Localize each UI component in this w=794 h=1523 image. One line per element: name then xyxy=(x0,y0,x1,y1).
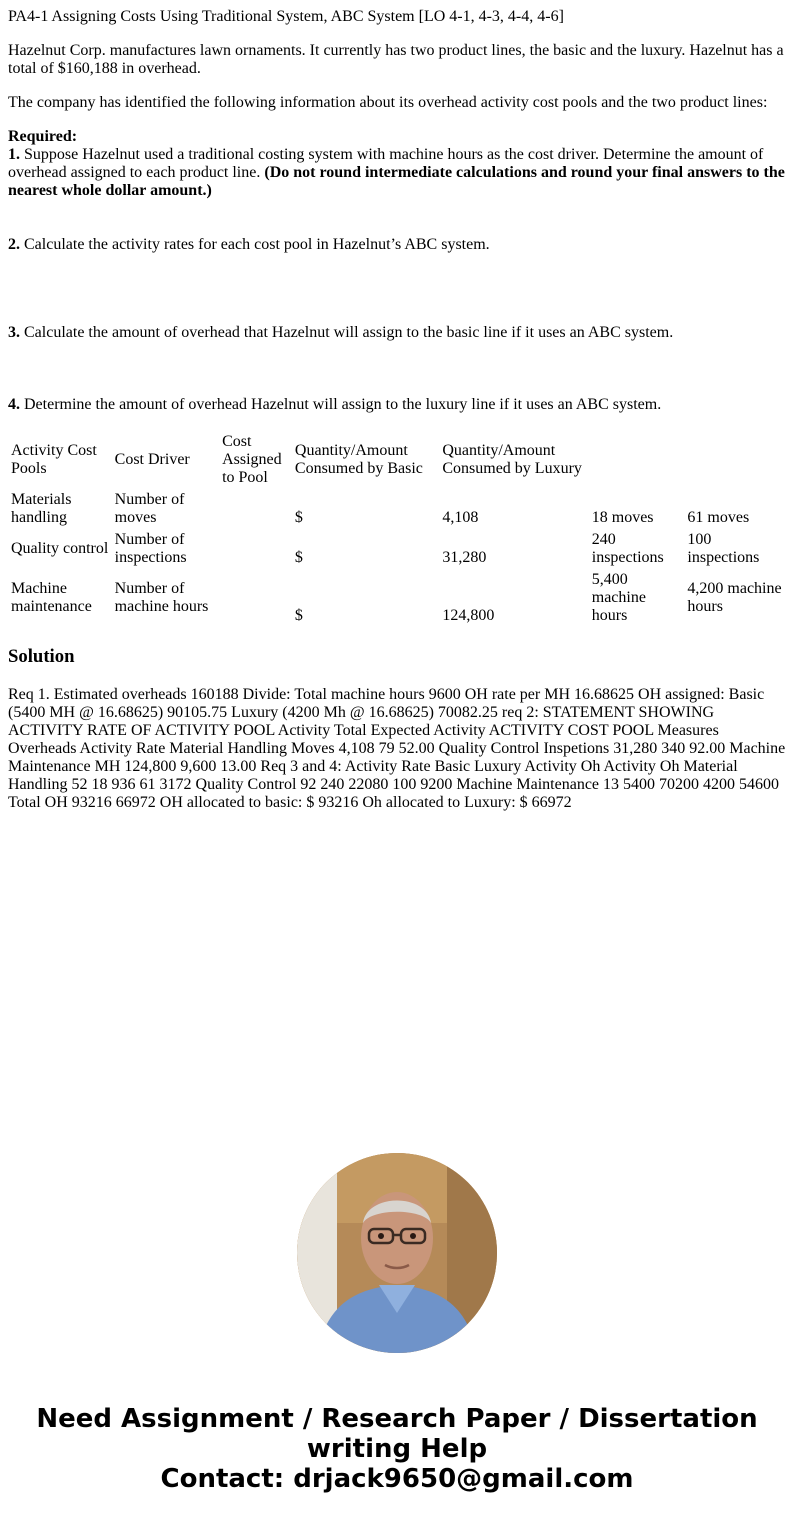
cost-pool-table xyxy=(8,430,786,628)
table-row xyxy=(10,570,784,626)
q2-text: Calculate the activity rates for each cost pool in Hazelnut’s ABC system. xyxy=(20,236,490,253)
author-avatar xyxy=(297,1153,497,1353)
q3-text: Calculate the amount of overhead that Hazelnut will assign to the basic line if it uses an ABC system. xyxy=(20,324,674,341)
table-header-cell: Quantity/Amount Consumed by Basic xyxy=(294,442,423,477)
table-cell: $ xyxy=(294,607,303,624)
table-row xyxy=(10,490,784,528)
solution-heading: Solution xyxy=(8,646,75,667)
table-header-cell: Activity Cost Pools xyxy=(11,442,97,477)
q3-number: 3. xyxy=(8,324,20,341)
table-cell xyxy=(221,530,292,568)
intro-paragraph: Hazelnut Corp. manufactures lawn ornaments. It currently has two product lines, the basic and the luxury. Hazelnut has a total of $160,188 in overhead. xyxy=(8,42,784,77)
question-3 xyxy=(8,324,786,342)
table-cell: 18 moves xyxy=(591,509,654,526)
table-cell: 31,280 xyxy=(442,549,487,566)
table-cell: 4,200 machine hours xyxy=(687,580,782,615)
spacer xyxy=(8,342,786,396)
promo-banner xyxy=(0,1404,794,1494)
required-label: Required: xyxy=(8,128,78,145)
table-header-cell xyxy=(686,432,784,488)
table-cell: 124,800 xyxy=(442,607,495,624)
table-header-cell: Cost Driver xyxy=(114,451,190,468)
table-cell: Materials handling xyxy=(11,491,72,526)
q2-number: 2. xyxy=(8,236,20,253)
table-cell: Machine maintenance xyxy=(11,580,92,615)
table-cell: 5,400 machine hours xyxy=(591,571,646,624)
promo-contact[interactable]: Contact: drjack9650@gmail.com xyxy=(160,1464,634,1494)
table-cell: 100 inspections xyxy=(687,531,760,566)
table-cell: Quality control xyxy=(11,540,109,557)
q1-text: Suppose Hazelnut used a traditional costing system with machine hours as the cost driver. Determine the amount of overhead assigned to each product line. xyxy=(8,146,764,181)
table-cell: $ xyxy=(294,549,303,566)
table-cell: Number of moves xyxy=(114,491,185,526)
table-cell: 4,108 xyxy=(442,509,479,526)
table-row xyxy=(10,530,784,568)
required-section xyxy=(8,128,786,200)
q1-number: 1. xyxy=(8,146,20,163)
solution-text: Req 1. Estimated overheads 160188 Divide: Total machine hours 9600 OH rate per MH 16.68625 OH assigned: Basic (5400 MH @ 16.68625) 90105.75 Luxury (4200 Mh @ 16.68625) 70082.25 req 2: STATEMENT SHOWING ACTIVITY RATE OF ACTIVITY POOL Activity Total Expected Activity ACTIVITY COST POOL Measures Overheads Activity Rate Material Handling Moves 4,108 79 52.00 Quality Control Inspetions 31,280 340 92.00 Machine Maintenance MH 124,800 9,600 13.00 Req 3 and 4: Activity Rate Basic Luxury Activity Oh Activity Oh Material Handling 52 18 936 61 3172 Quality Control 92 240 22080 100 9200 Machine Maintenance 13 5400 70200 4200 54600 Total OH 93216 66972 OH allocated to basic: $ 93216 Oh allocated to Luxury: $ 66972 xyxy=(8,686,786,811)
table-cell xyxy=(221,490,292,528)
table-cell xyxy=(221,570,292,626)
table-cell: Number of inspections xyxy=(114,531,187,566)
q4-number: 4. xyxy=(8,396,20,413)
table-cell: $ xyxy=(294,509,303,526)
table-cell: 61 moves xyxy=(687,509,750,526)
author-photo xyxy=(297,1153,497,1353)
question-2 xyxy=(8,236,786,254)
document-title: PA4-1 Assigning Costs Using Traditional System, ABC System [LO 4-1, 4-3, 4-4, 4-6] xyxy=(8,8,564,25)
table-cell: Number of machine hours xyxy=(114,580,209,615)
table-header-cell: Cost Assigned to Pool xyxy=(222,433,282,486)
q1-instruction: (Do not round intermediate calculations and round your final answers to the nearest whole dollar amount.) xyxy=(8,164,785,199)
spacer xyxy=(8,200,786,236)
question-4 xyxy=(8,396,786,414)
promo-line-1: Need Assignment / Research Paper / Dissertation writing Help xyxy=(36,1404,758,1464)
info-paragraph: The company has identified the following information about its overhead activity cost pools and the two product lines: xyxy=(8,94,768,111)
table-header-cell: Quantity/Amount Consumed by Luxury xyxy=(442,442,582,477)
table-header-row xyxy=(10,432,784,488)
table-cell: 240 inspections xyxy=(591,531,664,566)
spacer xyxy=(8,254,786,324)
table-header-cell xyxy=(591,432,685,488)
q4-text: Determine the amount of overhead Hazelnut will assign to the luxury line if it uses an ABC system. xyxy=(20,396,662,413)
